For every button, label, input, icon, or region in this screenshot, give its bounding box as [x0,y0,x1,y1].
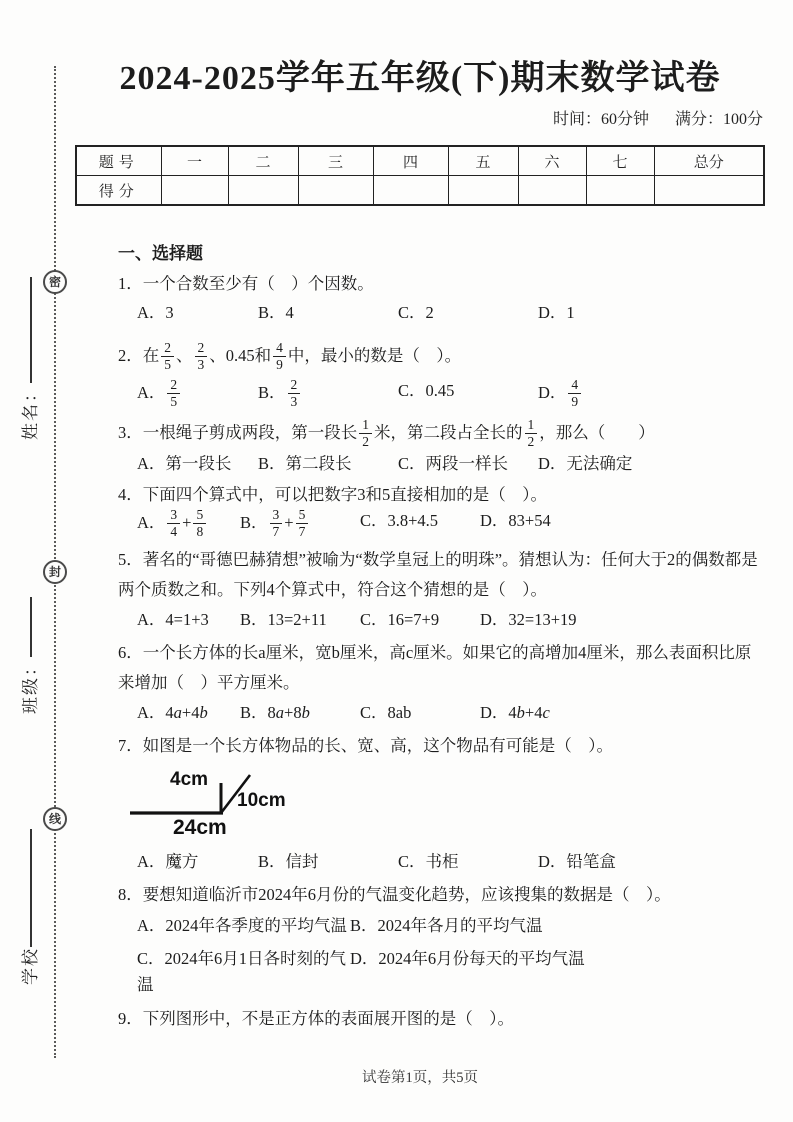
option: D．1 [538,303,575,322]
score-header-cell: 七 [586,146,654,176]
question-stem: 6．一个长方体的长a厘米，宽b厘米，高c厘米。如果它的高增加4厘米，那么表面积比原来增加（ ）平方厘米。 [118,643,752,693]
questions-area [75,242,765,1032]
name-label: 姓名： [21,383,40,440]
option: C．0.45 [398,381,455,400]
student-name-field [16,277,41,440]
option: B．8a+8b [240,703,310,723]
question-options [118,946,765,998]
question-options [118,913,765,939]
option: A．4=1+3 [137,610,209,630]
full-score: 满分：100分 [674,111,763,128]
option: A． $\frac{2}{5}$ [137,378,258,410]
school-blank-line [30,829,32,947]
class-label: 班级： [21,657,40,714]
exam-content [75,55,765,1032]
option: D．4b+4c [480,703,550,723]
score-cell [654,176,764,206]
option: B．13=2+11 [240,610,327,630]
option: C．两段一样长 [398,454,509,474]
score-header-cell: 二 [228,146,298,176]
score-cell [228,176,298,206]
score-row-label: 得分 [76,176,161,206]
option: B． $\frac{2}{3}$ [258,378,398,410]
option: A．第一段长 [137,454,232,474]
option: A．3 [137,303,174,322]
figure-height-label: 10cm [237,790,286,812]
option: C．2024年6月1日各时刻的气温 [137,949,347,995]
question-stem: 8．要想知道临沂市2024年6月份的气温变化趋势，应该搜集的数据是（ ）。 [118,885,671,905]
seal-char-mi: 密 [43,270,67,294]
score-header-cell: 六 [518,146,586,176]
student-class-field [16,597,41,714]
page-title: 2024-2025学年五年级(下)期末数学试卷 [119,60,721,97]
option: D．32=13+19 [480,610,577,630]
question-options [118,300,765,326]
option: C．书柜 [398,852,459,872]
question-stem: 4．下面四个算式中，可以把数字3和5直接相加的是（ ）。 [118,485,547,505]
score-header-cell: 总分 [654,146,764,176]
figure-length-label: 24cm [173,816,227,840]
section-title: 一、选择题 [118,244,203,263]
score-header-cell: 题号 [76,146,161,176]
question-stem: 7．如图是一个长方体物品的长、宽、高，这个物品有可能是（ ）。 [118,736,613,756]
score-cell [586,176,654,206]
score-table [75,145,765,206]
page-footer: 试卷第1页，共5页 [362,1070,478,1086]
question-options [118,378,765,410]
option: A．2024年各季度的平均气温 [137,916,347,936]
score-cell [298,176,373,206]
question-options [118,451,765,477]
option: C．3.8+4.5 [360,511,439,531]
option: C．16=7+9 [360,610,440,630]
option: B．4 [258,303,294,322]
student-school-field [16,829,41,985]
figure-width-label: 4cm [170,769,209,791]
question-stem: 2．在 $\frac{2}{5}$ 、 $\frac{2}{3}$ 、0.45和 $\frac{4}{9}$ 中，最小的数是（ ）。 [118,340,462,372]
score-header-cell: 四 [373,146,448,176]
question-options [118,700,765,726]
class-blank-line [30,597,32,657]
score-cell [518,176,586,206]
score-header-cell: 五 [448,146,518,176]
time-limit: 时间：60分钟 [552,111,649,128]
option: B．2024年各月的平均气温 [350,916,543,936]
cuboid-dimensions-figure [126,767,386,847]
question-stem: 9．下列图形中，不是正方体的表面展开图的是（ ）。 [118,1009,514,1029]
question-stem: 5．著名的“哥德巴赫猜想”被喻为“数学皇冠上的明珠”。猜想认为：任何大于2的偶数都是两个质数之和。下列4个算式中，符合这个猜想的是（ ）。 [118,550,758,600]
option: A． $\frac{3}{4}$ + $\frac{5}{8}$ [137,508,240,540]
score-header-cell: 三 [298,146,373,176]
seal-char-xian: 线 [43,807,67,831]
option: B．第二段长 [258,454,352,474]
option: B．信封 [258,852,319,872]
question-options [118,607,765,633]
option: D．2024年6月份每天的平均气温 [350,949,585,969]
score-cell [448,176,518,206]
option: C．2 [398,303,434,322]
option: B． $\frac{3}{7}$ + $\frac{5}{7}$ [240,508,360,540]
question-stem: 3．一根绳子剪成两段，第一段长 $\frac{1}{2}$ 米，第二段占全长的 $\frac{1}{2}$ ，那么（ ） [118,417,655,449]
option: D． $\frac{4}{9}$ [538,378,583,410]
option: D．无法确定 [538,454,633,474]
score-cell [373,176,448,206]
question-options [118,849,765,875]
option: C．8ab [360,703,412,723]
option: A．魔方 [137,852,199,872]
question-options [118,508,765,540]
option: D．铅笔盒 [538,852,616,872]
option: A．4a+4b [137,703,208,723]
exam-info-line [75,107,765,133]
score-header-cell: 一 [161,146,228,176]
seal-char-feng: 封 [43,560,67,584]
option: D．83+54 [480,511,551,531]
score-table-score-row [76,176,764,206]
score-cell [161,176,228,206]
score-table-header-row [76,146,764,176]
question-stem: 1．一个合数至少有（ ）个因数。 [118,274,374,293]
name-blank-line [30,277,32,383]
school-label: 学校 [21,947,40,985]
